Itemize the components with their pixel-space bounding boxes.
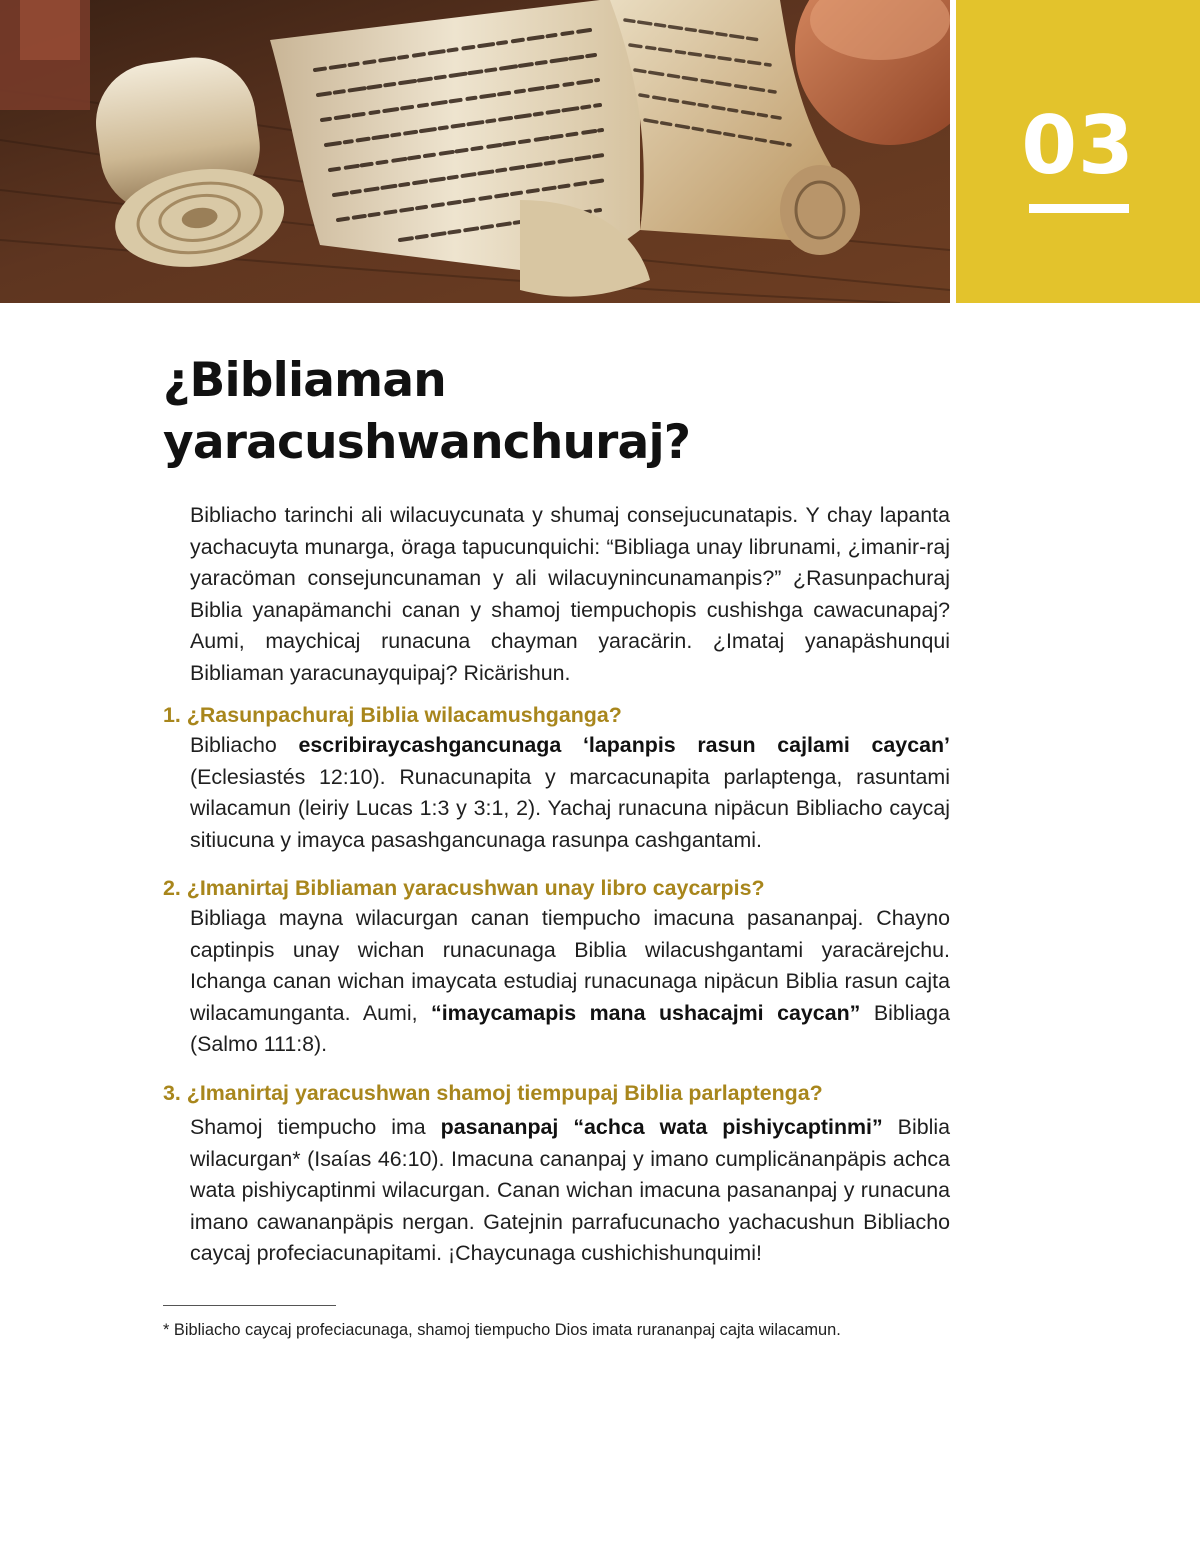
- answer-3-text-a: Shamoj tiempucho ima: [190, 1115, 441, 1139]
- chapter-number: 03: [1021, 99, 1135, 192]
- question-3-heading: 3. ¿Imanirtaj yaracushwan shamoj tiempupaj Biblia parlaptenga?: [163, 1081, 823, 1105]
- page-title-line-2: yaracushwanchuraj?: [163, 415, 691, 470]
- scrolls-illustration: [0, 0, 950, 303]
- answer-2-text-b: Bibliaga (Salmo 111:8).: [190, 1000, 950, 1057]
- question-2-heading: 2. ¿Imanirtaj Bibliaman yaracushwan unay libro caycarpis?: [163, 876, 765, 900]
- chapter-underline: [1029, 204, 1129, 213]
- page-title-line-1: ¿Bibliaman: [163, 353, 446, 408]
- answer-3-text-b: Biblia wilacurgan* (Isaías 46:10). Imacuna cananpaj y imano cumplicänanpäpis achca wata pishiycaptinmi wilacurgan. Canan wichan imacuna pasananpaj y runacuna imano cawananpäpis nergan. Gatejnin parrafucunacho yachacushun Bibliacho caycaj profeciacunapitami. ¡Chaycunaga cushichishunquimi!: [190, 1115, 950, 1266]
- chapter-badge: [956, 0, 1200, 303]
- footnote-divider: [163, 1305, 336, 1306]
- answer-2-bold: “imaycamapis mana ushacajmi caycan”: [431, 1000, 861, 1025]
- footnote: * Bibliacho caycaj profeciacunaga, shamoj tiempucho Dios imata rurananpaj cajta wilacamun.: [163, 1321, 841, 1339]
- answer-1-bold: escribiraycashgancunaga ‘lapanpis rasun cajlami caycan’: [298, 733, 950, 757]
- answer-1-text-b: (Eclesiastés 12:10). Runacunapita y marcacunapita parlaptenga, rasuntami wilacamun (leiriy Lucas 1:3 y 3:1, 2). Yachaj runacuna nipäcun Bibliacho caycaj sitiucuna y imayca pasashgancunaga rasunpa cashgantami.: [190, 764, 950, 852]
- answer-2-text-a: Bibliaga mayna wilacurgan canan tiempucho imacuna pasananpaj. Chayno captinpis unay wichan runacunaga Biblia wilacushgantami yaracärejchu. Ichanga canan wichan imaycata estudiaj runacunaga nipäcun Biblia rasun cajta wilacamunganta. Aumi,: [190, 906, 950, 1025]
- header-photo-scrolls: [0, 0, 950, 303]
- page-title: [163, 350, 983, 474]
- answer-2-paragraph: [190, 903, 950, 1061]
- answer-1-text-a: Bibliacho: [190, 733, 299, 757]
- question-1-heading: 1. ¿Rasunpachuraj Biblia wilacamushganga?: [163, 703, 622, 727]
- answer-3-bold: pasananpaj “achca wata pishiycaptinmi”: [440, 1115, 883, 1139]
- answer-3-paragraph: [190, 1112, 950, 1270]
- answer-1-paragraph: [190, 730, 950, 856]
- intro-paragraph: Bibliacho tarinchi ali wilacuycunata y shumaj consejucunatapis. Y chay lapanta yachacuyta munarga, öraga tapucunquichi: “Bibliaga unay librunami, ¿imanir-raj yaracöman consejuncunaman y ali wilacuynincunamanpis?” ¿Rasunpachuraj Biblia yanapämanchi canan y shamoj tiempuchopis cushishga cawacunapaj? Aumi, maychicaj runacuna chayman yaracärin. ¿Imataj yanapäshunqui Bibliaman yaracunayquipaj? Ricärishun.: [190, 503, 950, 685]
